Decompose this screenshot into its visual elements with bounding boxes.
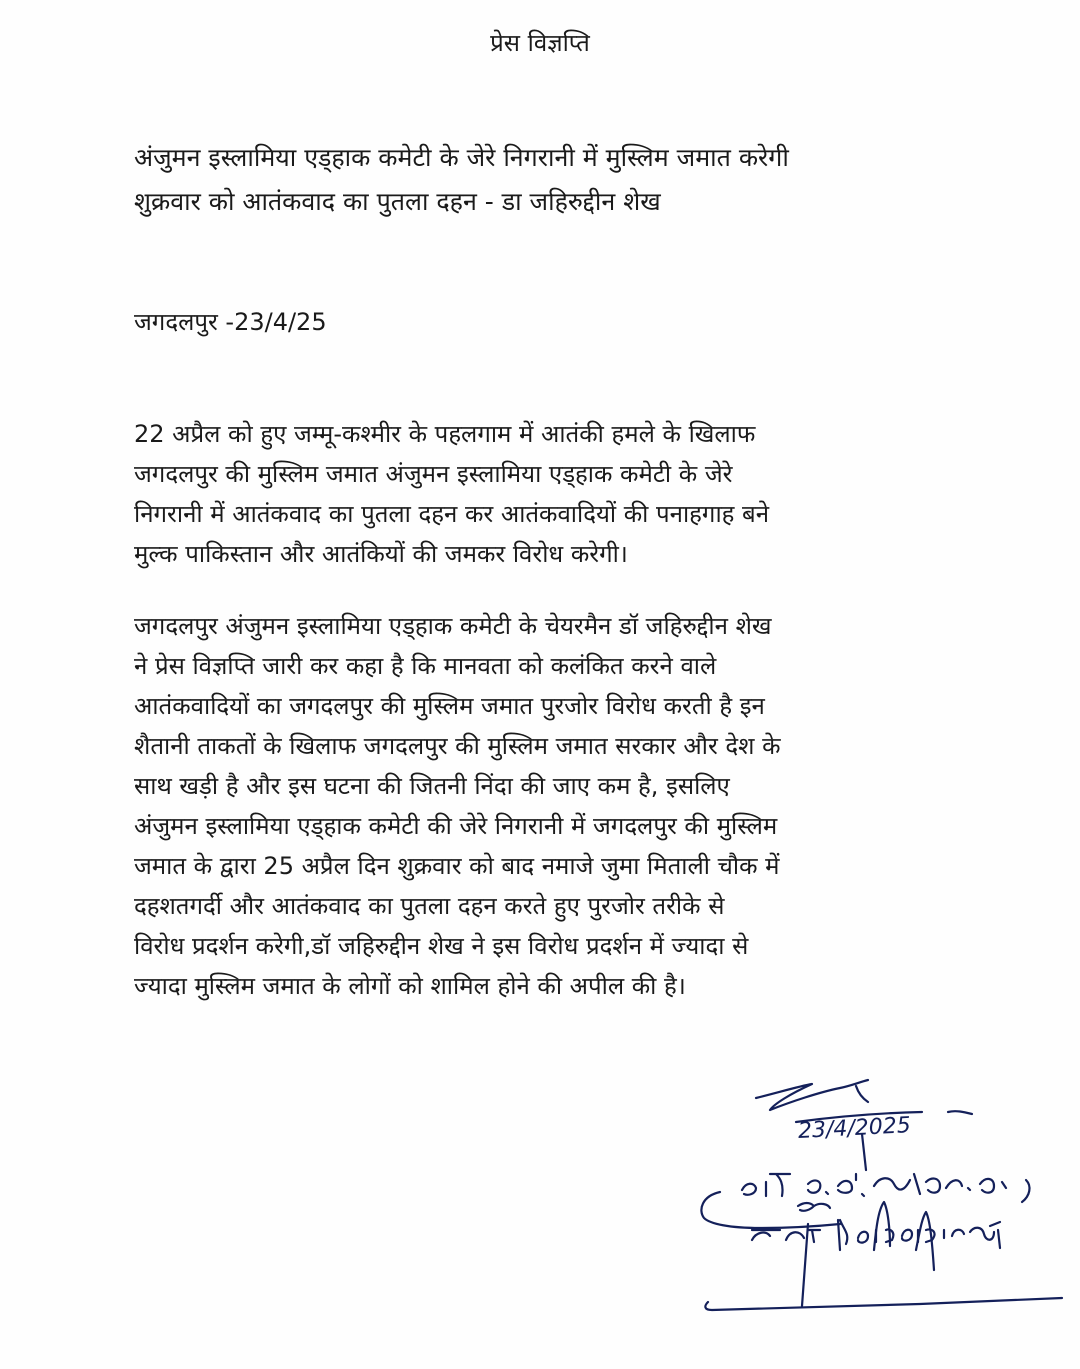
paragraph-line: ने प्रेस विज्ञप्ति जारी कर कहा है कि मानवता को कलंकित करने वाले: [134, 652, 717, 680]
paragraph-line: दहशतगर्दी और आतंकवाद का पुतला दहन करते हुए पुरजोर तरीके से: [134, 892, 725, 920]
headline-line: अंजुमन इस्लामिया एड्हाक कमेटी के जेरे निगरानी में मुस्लिम जमात करेगी: [134, 143, 789, 172]
paragraph-line: 22 अप्रैल को हुए जम्मू-कश्मीर के पहलगाम में आतंकी हमले के खिलाफ: [134, 420, 756, 448]
signature-drawing: [690, 1070, 1070, 1330]
headline-line: शुक्रवार को आतंकवाद का पुतला दहन - डा जहिरुद्दीन शेख: [134, 187, 661, 216]
paragraph-line: जमात के द्वारा 25 अप्रैल दिन शुक्रवार को बाद नमाजे जुमा मिताली चौक में: [134, 852, 780, 880]
signature-scribble: [756, 1080, 868, 1110]
signature-date: 23/4/2025: [797, 1113, 912, 1144]
paragraph-line: विरोध प्रदर्शन करेगी,डॉ जहिरुद्दीन शेख ने इस विरोध प्रदर्शन में ज्यादा से: [134, 932, 749, 960]
handwritten-signature: [690, 1070, 1070, 1330]
paragraph-line: अंजुमन इस्लामिया एड्हाक कमेटी की जेरे निगरानी में जगदलपुर की मुस्लिम: [134, 812, 778, 840]
paragraph-line: आतंकवादियों का जगदलपुर की मुस्लिम जमात पुरजोर विरोध करती है इन: [134, 692, 765, 720]
paragraph-line: मुल्क पाकिस्तान और आतंकियों की जमकर विरोध करेगी।: [134, 540, 628, 568]
paragraph-2: [134, 606, 954, 1006]
paragraph-line: साथ खड़ी है और इस घटना की जितनी निंदा की जाए कम है, इसलिए: [134, 772, 730, 800]
paragraph-line: जगदलपुर की मुस्लिम जमात अंजुमन इस्लामिया एड्हाक कमेटी के जेरे: [134, 460, 733, 488]
paragraph-line: शैतानी ताकतों के खिलाफ जगदलपुर की मुस्लिम जमात सरकार और देश के: [134, 732, 781, 760]
headline: [134, 136, 954, 224]
paragraph-line: ज्यादा मुस्लिम जमात के लोगों को शामिल होने की अपील की है।: [134, 972, 686, 1000]
paragraph-line: जगदलपुर अंजुमन इस्लामिया एड्हाक कमेटी के चेयरमैन डॉ जहिरुद्दीन शेख: [134, 612, 772, 640]
dateline: जगदलपुर -23/4/25: [134, 308, 327, 336]
paragraph-1: [134, 414, 954, 574]
paragraph-line: निगरानी में आतंकवाद का पुतला दहन कर आतंकवादियों की पनाहगाह बने: [134, 500, 770, 528]
document-title: प्रेस विज्ञप्ति: [490, 29, 590, 57]
